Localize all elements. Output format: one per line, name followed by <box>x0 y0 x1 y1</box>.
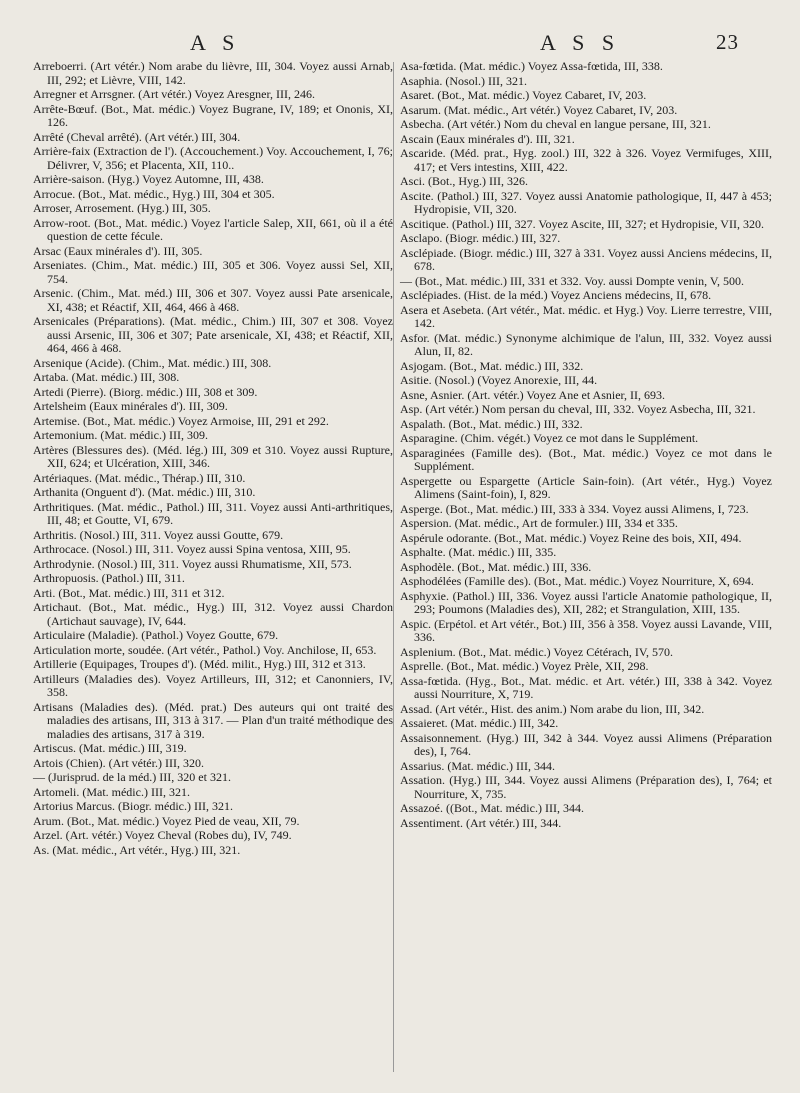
index-entry: Arthrodynie. (Nosol.) III, 311. Voyez aussi Rhumatisme, XII, 573. <box>33 556 352 571</box>
index-entry: Asaret. (Bot., Mat. médic.) Voyez Cabaret, IV, 203. <box>400 88 647 102</box>
index-entry: Arsenique (Acide). (Chim., Mat. médic.) III, 308. <box>33 355 272 370</box>
index-entry: Asclépiades. (Hist. de la méd.) Voyez Anciens médecins, II, 678. <box>400 288 712 302</box>
index-entry: Arrière-faix (Extraction de l'). (Accouchement.) Voy. Accouchement, I, 76; Délivrer, V, 356; et Placenta, XII, 110.. <box>33 144 393 172</box>
index-entry: Asp. (Art vétér.) Nom persan du cheval, III, 332. Voyez Asbecha, III, 321. <box>400 402 756 416</box>
index-entry: Aspalath. (Bot., Mat. médic.) III, 332. <box>400 416 583 431</box>
index-entry: Asphalte. (Mat. médic.) III, 335. <box>400 545 557 559</box>
index-entry: Asphyxie. (Pathol.) III, 336. Voyez aussi l'article Anatomie pathologique, II, 293; Poumons (Maladies des), XII, 282; et Strangulation, XIII, 135. <box>400 588 772 616</box>
index-entry: Artelsheim (Eaux minérales d'). III, 309. <box>33 399 228 413</box>
index-entry: Artorius Marcus. (Biogr. médic.) III, 321. <box>33 799 233 813</box>
index-entry: Artichaut. (Bot., Mat. médic., Hyg.) III, 312. Voyez aussi Chardon (Artichaut sauvage), IV, 644. <box>33 600 393 628</box>
index-entry: Asitie. (Nosol.) (Voyez Anorexie, III, 44. <box>400 373 598 387</box>
index-entry: Artiscus. (Mat. médic.) III, 319. <box>33 741 187 755</box>
index-entry: Aspic. (Erpétol. et Art vétér., Bot.) III, 356 à 358. Voyez aussi Lavande, VIII, 336. <box>400 616 772 644</box>
index-entry: Arthrocace. (Nosol.) III, 311. Voyez aussi Spina ventosa, XIII, 95. <box>33 542 351 556</box>
index-entry: Assa-fœtida. (Hyg., Bot., Mat. médic. et Art. vétér.) III, 338 à 342. Voyez aussi Nourriture, X, 719. <box>400 673 772 701</box>
index-entry: Asci. (Bot., Hyg.) III, 326. <box>400 174 528 188</box>
index-entry: Arrêté (Cheval arrêté). (Art vétér.) III, 304. <box>33 129 241 144</box>
index-entry: Arum. (Bot., Mat. médic.) Voyez Pied de veau, XII, 79. <box>33 813 300 828</box>
index-entry: Asphodèle. (Bot., Mat. médic.) III, 336. <box>400 559 592 574</box>
page-number: 23 <box>716 30 739 54</box>
index-entry: Ascite. (Pathol.) III, 327. Voyez aussi Anatomie pathologique, II, 447 à 453; Hydropisie, VII, 320. <box>400 188 772 216</box>
index-entry: Arthanita (Onguent d'). (Mat. médic.) III, 310. <box>33 485 256 499</box>
index-entry: Aspergette ou Espargette (Article Sain-foin). (Art vétér., Hyg.) Voyez Alimens (Saint-foin), I, 829. <box>400 473 772 501</box>
index-entry: Arreboerri. (Art vétér.) Nom arabe du lièvre, III, 304. Voyez aussi Arnab, III, 292; et Lièvre, VIII, 142. <box>33 59 393 87</box>
index-entry: Asjogam. (Bot., Mat. médic.) III, 332. <box>400 358 584 373</box>
index-entry: Arregner et Arrsgner. (Art vétér.) Voyez Aresgner, III, 246. <box>33 87 315 101</box>
index-entry: Asarum. (Mat. médic., Art vétér.) Voyez Cabaret, IV, 203. <box>400 102 678 117</box>
index-entry: Asbecha. (Art vétér.) Nom du cheval en langue persane, III, 321. <box>400 117 711 131</box>
index-entry: Artériaques. (Mat. médic., Thérap.) III, 310. <box>33 470 246 485</box>
index-entry: Arthritiques. (Mat. médic., Pathol.) III, 311. Voyez aussi Anti-arthritiques, III, 48; et Goutte, VI, 679. <box>33 499 393 527</box>
index-entry: Artemise. (Bot., Mat. médic.) Voyez Armoise, III, 291 et 292. <box>33 413 329 428</box>
index-entry: Arzel. (Art. vétér.) Voyez Cheval (Robes du), IV, 749. <box>33 828 292 842</box>
index-entry: Asera et Asebeta. (Art vétér., Mat. médic. et Hyg.) Voy. Lierre terrestre, VIII, 142. <box>400 302 772 330</box>
index-entry: As. (Mat. médic., Art vétér., Hyg.) III, 321. <box>33 842 241 857</box>
index-entry: Arsenicales (Préparations). (Mat. médic., Chim.) III, 307 et 308. Voyez aussi Arsenic, III, 306 et 307; Pate arsenicale, XI, 438; et Réactif, XII, 464, 466 à 468. <box>33 314 393 355</box>
index-entry: Arrête-Bœuf. (Bot., Mat. médic.) Voyez Bugrane, IV, 189; et Ononis, XI, 126. <box>33 101 393 129</box>
index-entry: Asperge. (Bot., Mat. médic.) III, 333 à 334. Voyez aussi Alimens, I, 723. <box>400 501 749 516</box>
index-entry: Asfor. (Mat. médic.) Synonyme alchimique de l'alun, III, 332. Voyez aussi Alun, II, 82. <box>400 330 772 358</box>
index-entry: — (Bot., Mat. médic.) III, 331 et 332. Voy. aussi Dompte venin, V, 500. <box>400 273 744 288</box>
index-entry: Asaphia. (Nosol.) III, 321. <box>400 73 527 88</box>
index-entry: Artères (Blessures des). (Méd. lég.) III, 309 et 310. Voyez aussi Rupture, XII, 624; et Ulcération, XIII, 346. <box>33 442 393 470</box>
index-entry: Asparagine. (Chim. végét.) Voyez ce mot dans le Supplément. <box>400 431 699 445</box>
index-entry: Asa-fœtida. (Mat. médic.) Voyez Assa-fœtida, III, 338. <box>400 59 663 73</box>
index-entry: Arseniates. (Chim., Mat. médic.) III, 305 et 306. Voyez aussi Sel, XII, 754. <box>33 258 393 286</box>
index-entry: Asprelle. (Bot., Mat. médic.) Voyez Prèle, XII, 298. <box>400 659 649 673</box>
index-entry: Aspersion. (Mat. médic., Art de formuler.) III, 334 et 335. <box>400 516 678 530</box>
index-entry: Ascain (Eaux minérales d'). III, 321. <box>400 131 575 146</box>
index-entry: Assarius. (Mat. médic.) III, 344. <box>400 758 555 773</box>
index-entry: Assentiment. (Art vétér.) III, 344. <box>400 815 562 830</box>
index-entry: Ascitique. (Pathol.) III, 327. Voyez Ascite, III, 327; et Hydropisie, VII, 320. <box>400 216 764 231</box>
index-entry: Artemonium. (Mat. médic.) III, 309. <box>33 428 208 442</box>
index-entry: Artois (Chien). (Art vétér.) III, 320. <box>33 755 204 770</box>
index-entry: Assad. (Art vétér., Hist. des anim.) Nom arabe du lion, III, 342. <box>400 701 705 716</box>
index-entry: Articulation morte, soudée. (Art vétér., Pathol.) Voy. Anchilose, II, 653. <box>33 642 377 657</box>
column-divider <box>393 62 394 1072</box>
left-column <box>33 60 393 858</box>
index-entry: Asclépiade. (Biogr. médic.) III, 327 à 331. Voyez aussi Anciens médecins, II, 678. <box>400 245 772 273</box>
index-entry: Artillerie (Equipages, Troupes d'). (Méd. milit., Hyg.) III, 312 et 313. <box>33 657 366 671</box>
index-entry: Arsac (Eaux minérales d'). III, 305. <box>33 243 203 258</box>
running-head-left: A S <box>190 30 241 55</box>
index-entry: Aspérule odorante. (Bot., Mat. médic.) Voyez Reine des bois, XII, 494. <box>400 530 742 545</box>
index-entry: — (Jurisprud. de la méd.) III, 320 et 321. <box>33 770 231 784</box>
index-entry: Arthropuosis. (Pathol.) III, 311. <box>33 571 185 585</box>
index-entry: Artisans (Maladies des). (Méd. prat.) Des auteurs qui ont traité des maladies des artisans, III, 313 à 317. — Plan d'un traité méthodique des maladies des artisans, 317 à 319. <box>33 699 393 741</box>
index-entry: Arroser, Arrosement. (Hyg.) III, 305. <box>33 201 211 215</box>
index-entry: Artomeli. (Mat. médic.) III, 321. <box>33 784 190 799</box>
index-entry: Arti. (Bot., Mat. médic.) III, 311 et 312. <box>33 585 225 600</box>
index-entry: Articulaire (Maladie). (Pathol.) Voyez Goutte, 679. <box>33 628 279 642</box>
index-entry: Asclapo. (Biogr. médic.) III, 327. <box>400 231 561 245</box>
index-entry: Arsenic. (Chim., Mat. méd.) III, 306 et 307. Voyez aussi Pate arsenicale, XI, 438; et Réactif, XII, 464, 466 à 468. <box>33 286 393 314</box>
index-entry: Assaisonnement. (Hyg.) III, 342 à 344. Voyez aussi Alimens (Préparation des), I, 764. <box>400 730 772 758</box>
index-entry: Ascaride. (Méd. prat., Hyg. zool.) III, 322 à 326. Voyez Vermifuges, XIII, 417; et Vers intestins, XIII, 422. <box>400 146 772 174</box>
right-column <box>400 60 772 831</box>
index-entry: Asphodélées (Famille des). (Bot., Mat. médic.) Voyez Nourriture, X, 694. <box>400 574 754 588</box>
index-entry: Asplenium. (Bot., Mat. médic.) Voyez Cétérach, IV, 570. <box>400 644 673 659</box>
index-entry: Arrocue. (Bot., Mat. médic., Hyg.) III, 304 et 305. <box>33 186 275 201</box>
index-entry: Assation. (Hyg.) III, 344. Voyez aussi Alimens (Préparation des), I, 764; et Nourriture, X, 735. <box>400 773 772 801</box>
index-entry: Asparaginées (Famille des). (Bot., Mat. médic.) Voyez ce mot dans le Supplément. <box>400 445 772 473</box>
index-entry: Artaba. (Mat. médic.) III, 308. <box>33 370 180 384</box>
index-entry: Assazoé. ((Bot., Mat. médic.) III, 344. <box>400 801 584 815</box>
index-entry: Assaieret. (Mat. médic.) III, 342. <box>400 716 559 730</box>
index-entry: Asne, Asnier. (Art. vétér.) Voyez Ane et Asnier, II, 693. <box>400 387 666 402</box>
running-head-right: A S S <box>540 30 621 55</box>
index-entry: Artilleurs (Maladies des). Voyez Artilleurs, III, 312; et Canonniers, IV, 358. <box>33 671 393 699</box>
index-entry: Arrow-root. (Bot., Mat. médic.) Voyez l'article Salep, XII, 661, où il a été question de cette fécule. <box>33 215 393 243</box>
index-entry: Artedi (Pierre). (Biorg. médic.) III, 308 et 309. <box>33 384 258 399</box>
index-entry: Arrière-saison. (Hyg.) Voyez Automne, III, 438. <box>33 172 264 186</box>
index-entry: Arthritis. (Nosol.) III, 311. Voyez aussi Goutte, 679. <box>33 527 284 542</box>
